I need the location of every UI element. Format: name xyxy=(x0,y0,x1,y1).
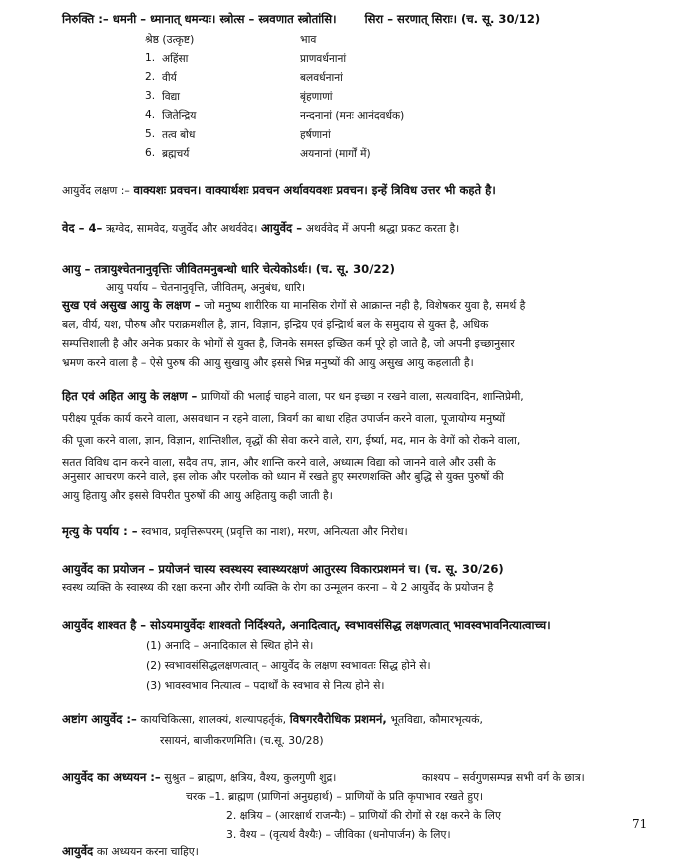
ved-ayurveda: आयुर्वेद – xyxy=(261,221,303,235)
adhyayan-item-3: 3. वैश्य – (वृत्यर्थ वैश्यैः) – जीविका (धनोपार्जन) के लिए। xyxy=(226,828,451,841)
ashtang-bold: विषगरवैरोधिक प्रशमनं, xyxy=(289,712,387,726)
ved-label: वेद – 4– xyxy=(62,221,103,235)
shashvat-line xyxy=(62,618,551,633)
ayu-shloka: तत्रायुश्चेतनानुवृत्तिः जीवितमनुबन्धो धारि चेत्येकोऽर्थः। (च. सू. 30/22) xyxy=(94,262,395,276)
row-bhav: नन्दनानां (मनः आनंदवर्धक) xyxy=(300,110,405,122)
shashvat-item-3: (3) भावस्वभाव नित्यात्व – पदार्थों के स्वभाव से नित्य होने से। xyxy=(146,679,385,692)
mrityu-label: मृत्यु के पर्याय : – xyxy=(62,524,138,538)
hit-line-2: परीक्ष्य पूर्वक कार्य करने वाला, असवधान न रहने वाला, त्रिवर्ग का बाधा रहित उपार्जन करने वाला, पूजायोग्य मनुष्यों xyxy=(62,412,505,425)
ashtang-line-2: रसायनं, बाजीकरणमिति। (च.सू. 30/28) xyxy=(160,734,324,747)
row-number: 6. xyxy=(145,147,156,159)
adhyayan-sushrut: सुश्रुत – ब्राह्मण, क्षत्रिय, वैश्य, कुलगुणी शुद्र। xyxy=(164,771,337,784)
row-bhav: बृंहणाणां xyxy=(300,91,333,103)
lakshan-line xyxy=(62,183,496,198)
nirukti-label: निरुक्ति :– xyxy=(62,12,109,26)
nirukti-text: धमनी – ध्मानात् धमन्यः। स्त्रोत्स – स्त्रवणात स्त्रोतांसि। xyxy=(112,12,337,26)
sukh-label: सुख एवं असुख आयु के लक्षण – xyxy=(62,298,201,312)
nirukti-line xyxy=(62,12,540,27)
hit-line-4: सतत विविध दान करने वाला, सदैव तप, ज्ञान, और शान्ति करने वाले, अध्यात्म विद्या को जानने वाले और उसी के xyxy=(62,456,496,469)
ashtang-line xyxy=(62,712,483,727)
adhyayan-item-2: 2. क्षत्रिय – (आरक्षार्थ राजन्यैः) – प्राणियों की रोगों से रक्ष करने के लिए xyxy=(226,809,501,822)
hit-line-5: अनुसार आचरण करने वाले, इस लोक और परलोक को ध्यान में रखते हुए स्मरणशक्ति और बुद्धि से युक्त पुरुषों की xyxy=(62,470,504,483)
row-number: 5. xyxy=(145,128,156,140)
row-number: 3. xyxy=(145,90,156,102)
shashvat-shloka: सोऽयमायुर्वेदः शाश्वतो निर्दिश्यते, अनादित्वात्, स्वभावसंसिद्ध लक्षणत्वात् भावस्वभावनित्यात्वाच्च। xyxy=(150,618,551,632)
ashtang-text1: कायचिकित्सा, शालक्यं, शल्यापहर्तृकं, xyxy=(140,713,287,726)
hit-line-3: की पूजा करने वाला, ज्ञान, विज्ञान, शान्तिशील, वृद्धों की सेवा करने वाले, राग, ईर्ष्या, मद, मान के वेगों को रोकने वाला, xyxy=(62,434,521,447)
row-name: तत्व बोध xyxy=(162,129,196,141)
adhyayan-last-text: का अध्ययन करना चाहिए। xyxy=(96,845,199,858)
sukh-line-1 xyxy=(62,298,525,313)
sukh-line-3: सम्पत्तिशाली है और अनेक प्रकार के भोगों से युक्त है, जिनके समस्त इच्छित कर्म पूरे हो जाते है, जो अपनी इच्छानुसार xyxy=(62,337,515,350)
row-name: विद्या xyxy=(162,91,181,103)
adhyayan-kashyap: काश्यप – सर्वगुणसम्पन्न सभी वर्ग के छात्र। xyxy=(422,771,585,784)
adhyayan-last-bold: आयुर्वेद xyxy=(62,844,94,858)
sukh-line-2: बल, वीर्य, यश, पौरुष और पराक्रमशील है, ज्ञान, विज्ञान, इन्द्रिय एवं इन्द्रिार्थ बल के समुदाय से युक्त है, अधिक xyxy=(62,318,489,331)
shashvat-item-2: (2) स्वभावसंसिद्धलक्षणत्वात् – आयुर्वेद के लक्षण स्वभावतः सिद्ध होने से। xyxy=(146,659,431,672)
row-number: 1. xyxy=(145,52,156,64)
nirukti-sira: सिरा – सरणात् सिराः। (च. सू. 30/12) xyxy=(364,12,541,26)
ayu-paryay: आयु पर्याय – चेतनानुवृत्ति, जीवितम्, अनुबंध, धारि। xyxy=(106,281,306,294)
ashtang-text2: भूतविद्या, कौमारभृत्यकं, xyxy=(390,713,483,726)
ashtang-label: अष्टांग आयुर्वेद :– xyxy=(62,712,137,726)
row-name: जितेन्द्रिय xyxy=(162,110,197,122)
prayojan-text: स्वस्थ व्यक्ति के स्वास्थ्य की रक्षा करना और रोगी व्यक्ति के रोग का उन्मूलन करना – ये 2 आयुर्वेद के प्रयोजन है xyxy=(62,581,494,594)
adhyayan-last xyxy=(62,844,199,859)
lakshan-label: आयुर्वेद लक्षण :– xyxy=(62,184,130,197)
row-bhav: प्राणवर्धनानां xyxy=(300,53,347,65)
lakshan-text: वाक्यशः प्रवचन। वाक्यार्थशः प्रवचन अर्थावयवशः प्रवचन। इन्हें त्रिविध उत्तर भी कहते है। xyxy=(133,183,496,197)
mrityu-text: स्वभाव, प्रवृत्तिरूपरम् (प्रवृत्ति का नाश), मरण, अनित्यता और निरोध। xyxy=(141,525,408,538)
row-bhav: बलवर्धनानां xyxy=(300,72,343,84)
ved-text: ऋग्वेद, सामवेद, यजुर्वेद और अथर्ववेद। xyxy=(106,222,258,235)
ayu-line xyxy=(62,262,395,277)
adhyayan-line xyxy=(62,770,336,785)
sukh-text: जो मनुष्य शारीरिक या मानसिक रोगों से आक्रान्त नही है, विशेषकर युवा है, समर्थ है xyxy=(204,299,526,312)
adhyayan-charak: चरक –1. ब्राह्मण (प्राणिनां अनुग्रहार्थ) – प्राणियों के प्रति कृपाभाव रखते हुए। xyxy=(186,790,484,803)
row-bhav: अयनानां (मार्गों में) xyxy=(300,148,371,160)
row-name: अहिंसा xyxy=(162,53,189,65)
sukh-line-4: भ्रमण करने वाला है – ऐसे पुरुष की आयु सुखायु और इससे भिन्न मनुष्यों की आयु असुख आयु कहलाती है। xyxy=(62,356,474,369)
ayu-label: आयु – xyxy=(62,262,91,276)
page-number: 71 xyxy=(632,817,648,831)
prayojan-line xyxy=(62,562,504,577)
hit-line-1 xyxy=(62,389,524,404)
hit-label: हित एवं अहित आयु के लक्षण – xyxy=(62,389,198,403)
hit-line-6: आयु हितायु और इससे विपरीत पुरुषों की आयु अहितायु कही जाती है। xyxy=(62,489,333,502)
row-number: 2. xyxy=(145,71,156,83)
hit-text: प्राणियों की भलाई चाहने वाला, पर धन इच्छा न रखने वाला, सत्यवादिन, शान्तिप्रेमी, xyxy=(201,390,524,403)
table-header-col1: श्रेष्ठ (उत्कृष्ट) xyxy=(145,33,195,46)
adhyayan-label: आयुर्वेद का अध्ययन :– xyxy=(62,770,161,784)
table-header-col2: भाव xyxy=(300,33,317,46)
row-bhav: हर्षणानां xyxy=(300,129,331,141)
row-name: वीर्य xyxy=(162,72,177,84)
shashvat-item-1: (1) अनादि – अनादिकाल से स्थित होने से। xyxy=(146,639,314,652)
row-name: ब्रह्मचर्य xyxy=(162,148,190,160)
prayojan-label: आयुर्वेद का प्रयोजन – xyxy=(62,562,155,576)
mrityu-line xyxy=(62,524,408,539)
row-number: 4. xyxy=(145,109,156,121)
ved-line xyxy=(62,221,459,236)
shashvat-label: आयुर्वेद शाश्वत है – xyxy=(62,618,147,632)
ved-text2: अथर्ववेद में अपनी श्रद्धा प्रकट करता है। xyxy=(305,222,460,235)
prayojan-shloka: प्रयोजनं चास्य स्वस्थस्य स्वास्थ्यरक्षणं आतुरस्य विकारप्रशमनं च। (च. सू. 30/26) xyxy=(158,562,504,576)
